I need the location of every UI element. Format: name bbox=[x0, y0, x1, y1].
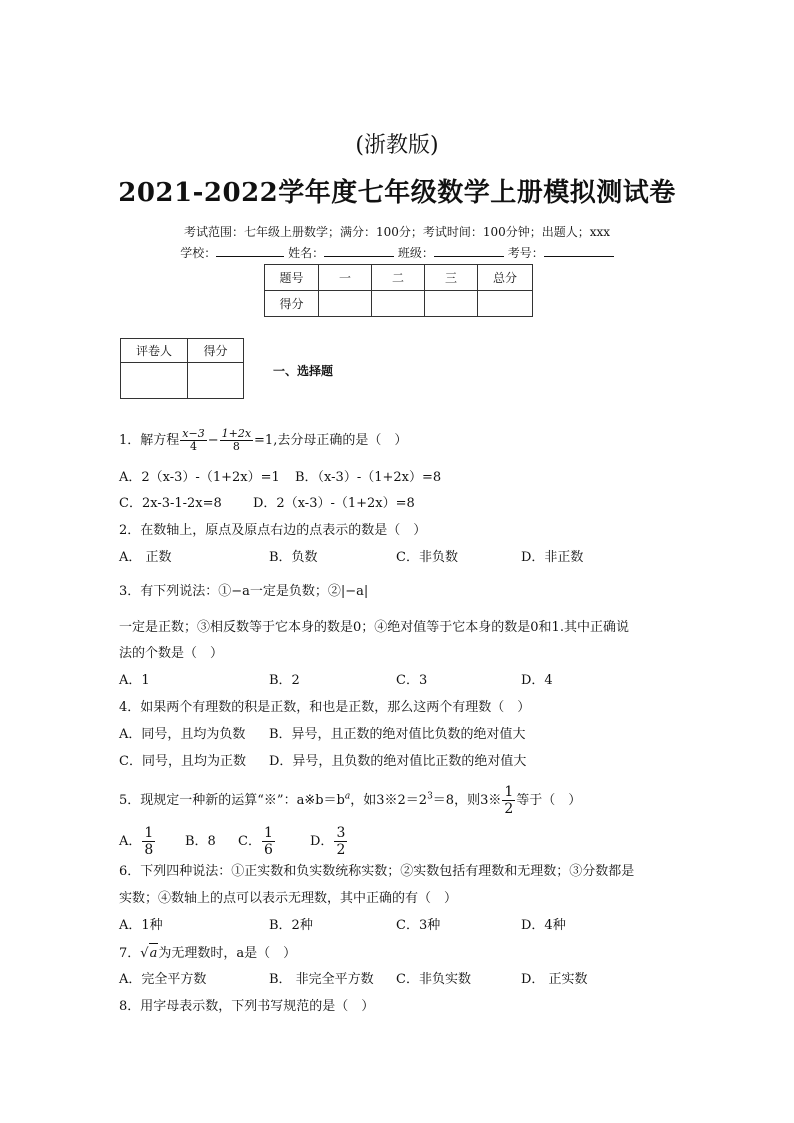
q7-option-b[interactable]: B． 非完全平方数 bbox=[269, 972, 374, 987]
q2-option-b[interactable]: B．负数 bbox=[269, 550, 318, 565]
question-6-line1: 6．下列四种说法：①正实数和负实数统称实数；②实数包括有理数和无理数；③分数都是 bbox=[119, 864, 635, 879]
school-blank[interactable] bbox=[216, 244, 284, 257]
score-cell-2[interactable] bbox=[372, 291, 425, 317]
school-label: 学校： bbox=[180, 246, 217, 260]
q5-options bbox=[119, 825, 348, 858]
q6-option-d[interactable]: D．4种 bbox=[521, 918, 566, 933]
q3-option-b[interactable]: B．2 bbox=[269, 673, 300, 688]
q5-fraction: $\frac{1}{2}$ bbox=[504, 784, 514, 817]
q5-stem-c: ＝8，则3※ bbox=[432, 793, 502, 808]
q7-option-c[interactable]: C．非负实数 bbox=[396, 972, 471, 987]
score-table bbox=[264, 264, 533, 317]
q1-options-row2 bbox=[119, 494, 415, 514]
q2-option-a[interactable]: A． 正数 bbox=[119, 550, 172, 565]
edition-label: (浙教版) bbox=[355, 133, 439, 158]
score-header-2: 二 bbox=[372, 265, 425, 291]
class-label: 班级： bbox=[397, 246, 434, 260]
q1-option-a[interactable]: A．2（x-3）-（1+2x）=1 bbox=[119, 470, 280, 485]
question-2: 2．在数轴上，原点及原点右边的点表示的数是（ ） bbox=[119, 523, 427, 538]
q1-option-b[interactable]: B．（x-3）-（1+2x）=8 bbox=[295, 470, 442, 485]
score-cell-3[interactable] bbox=[425, 291, 478, 317]
score-cell-total[interactable] bbox=[478, 291, 533, 317]
q1-suffix: ,去分母正确的是（ ） bbox=[273, 433, 408, 448]
q5-sup-a: a bbox=[344, 791, 351, 802]
q7-options bbox=[119, 970, 588, 990]
q5-option-b[interactable]: B．8 bbox=[185, 834, 216, 849]
name-label: 姓名： bbox=[288, 246, 325, 260]
number-blank[interactable] bbox=[544, 244, 614, 257]
q1-fraction-1: $\frac{x-3}{4}$ bbox=[182, 427, 205, 453]
class-blank[interactable] bbox=[434, 244, 504, 257]
q3-options bbox=[119, 671, 553, 691]
q4-option-d[interactable]: D．异号，且负数的绝对值比正数的绝对值大 bbox=[269, 754, 527, 769]
exam-info: 考试范围：七年级上册数学；满分：100分；考试时间：100分钟；出题人；xxx bbox=[183, 225, 611, 239]
q7-option-a[interactable]: A．完全平方数 bbox=[119, 972, 207, 987]
q3-option-c[interactable]: C．3 bbox=[396, 673, 428, 688]
score-header-question: 题号 bbox=[265, 265, 319, 291]
q1-equals: =1 bbox=[254, 433, 274, 448]
question-5 bbox=[119, 784, 581, 817]
student-fields bbox=[0, 244, 794, 261]
q5-stem-b: ，如3※2＝2 bbox=[350, 793, 428, 808]
q7-option-d[interactable]: D． 正实数 bbox=[521, 972, 588, 987]
q1-options-row1 bbox=[119, 468, 441, 488]
q7-stem: 为无理数时，a是（ ） bbox=[158, 946, 297, 961]
grader-reviewer-label: 评卷人 bbox=[121, 339, 188, 363]
q4-option-b[interactable]: B．异号，且正数的绝对值比负数的绝对值大 bbox=[269, 727, 526, 742]
question-6-line2: 实数；④数轴上的点可以表示无理数，其中正确的有（ ） bbox=[119, 891, 458, 906]
q1-minus: − bbox=[207, 433, 219, 448]
sqrt-icon: √ bbox=[140, 946, 149, 961]
question-3-line1: 3．有下列说法：①−a一定是负数；②|−a| bbox=[119, 584, 369, 599]
question-7 bbox=[119, 943, 296, 964]
grader-score-label: 得分 bbox=[188, 339, 244, 363]
q4-option-a[interactable]: A．同号，且均为负数 bbox=[119, 727, 246, 742]
section-title: 一、选择题 bbox=[273, 364, 334, 378]
score-cell-1[interactable] bbox=[319, 291, 372, 317]
score-header-3: 三 bbox=[425, 265, 478, 291]
question-3-line3: 法的个数是（ ） bbox=[119, 646, 224, 661]
q1-fraction-2: $\frac{1+2x}{8}$ bbox=[221, 427, 252, 453]
name-blank[interactable] bbox=[324, 244, 394, 257]
q6-option-c[interactable]: C．3种 bbox=[396, 918, 441, 933]
q6-options bbox=[119, 916, 566, 936]
grader-table bbox=[120, 338, 244, 399]
q6-option-a[interactable]: A．1种 bbox=[119, 918, 163, 933]
q3-option-d[interactable]: D．4 bbox=[521, 673, 553, 688]
q1-option-d[interactable]: D．2（x-3）-（1+2x）=8 bbox=[253, 496, 415, 511]
score-row-label: 得分 bbox=[265, 291, 319, 317]
q5-stem-d: 等于（ ） bbox=[516, 793, 582, 808]
q5-option-d[interactable]: D． $\frac{3}{2}$ bbox=[310, 825, 346, 858]
q5-option-a[interactable]: A． $\frac{1}{8}$ bbox=[119, 825, 154, 858]
score-header-1: 一 bbox=[319, 265, 372, 291]
q5-sup-b: 3 bbox=[427, 791, 433, 802]
q2-option-d[interactable]: D．非正数 bbox=[521, 550, 584, 565]
question-1 bbox=[119, 428, 407, 453]
question-8: 8．用字母表示数，下列书写规范的是（ ） bbox=[119, 999, 375, 1014]
question-3-line2: 一定是正数；③相反数等于它本身的数是0；④绝对值等于它本身的数是0和1.其中正确说 bbox=[119, 620, 629, 635]
number-label: 考号： bbox=[507, 246, 544, 260]
q2-option-c[interactable]: C．非负数 bbox=[396, 550, 458, 565]
q4-options-row2 bbox=[119, 752, 526, 772]
q7-prefix: 7． bbox=[119, 946, 141, 961]
q5-stem-a: 5．现规定一种新的运算“※”：a※b＝b bbox=[119, 793, 345, 808]
q6-option-b[interactable]: B．2种 bbox=[269, 918, 313, 933]
q4-options-row1 bbox=[119, 725, 526, 745]
q3-option-a[interactable]: A．1 bbox=[119, 673, 150, 688]
q7-radicand: a bbox=[149, 943, 159, 964]
score-header-total: 总分 bbox=[478, 265, 533, 291]
grader-reviewer-cell[interactable] bbox=[121, 363, 188, 399]
q4-option-c[interactable]: C．同号，且均为正数 bbox=[119, 754, 246, 769]
grader-score-cell[interactable] bbox=[188, 363, 244, 399]
q5-option-c[interactable]: C． $\frac{1}{6}$ bbox=[238, 825, 273, 858]
q2-options bbox=[119, 548, 583, 568]
q1-option-c[interactable]: C．2x-3-1-2x=8 bbox=[119, 496, 222, 511]
q1-prefix: 1．解方程 bbox=[119, 433, 180, 448]
exam-title: 2021-2022学年度七年级数学上册模拟测试卷 bbox=[118, 178, 676, 208]
question-4: 4．如果两个有理数的积是正数，和也是正数，那么这两个有理数（ ） bbox=[119, 700, 531, 715]
